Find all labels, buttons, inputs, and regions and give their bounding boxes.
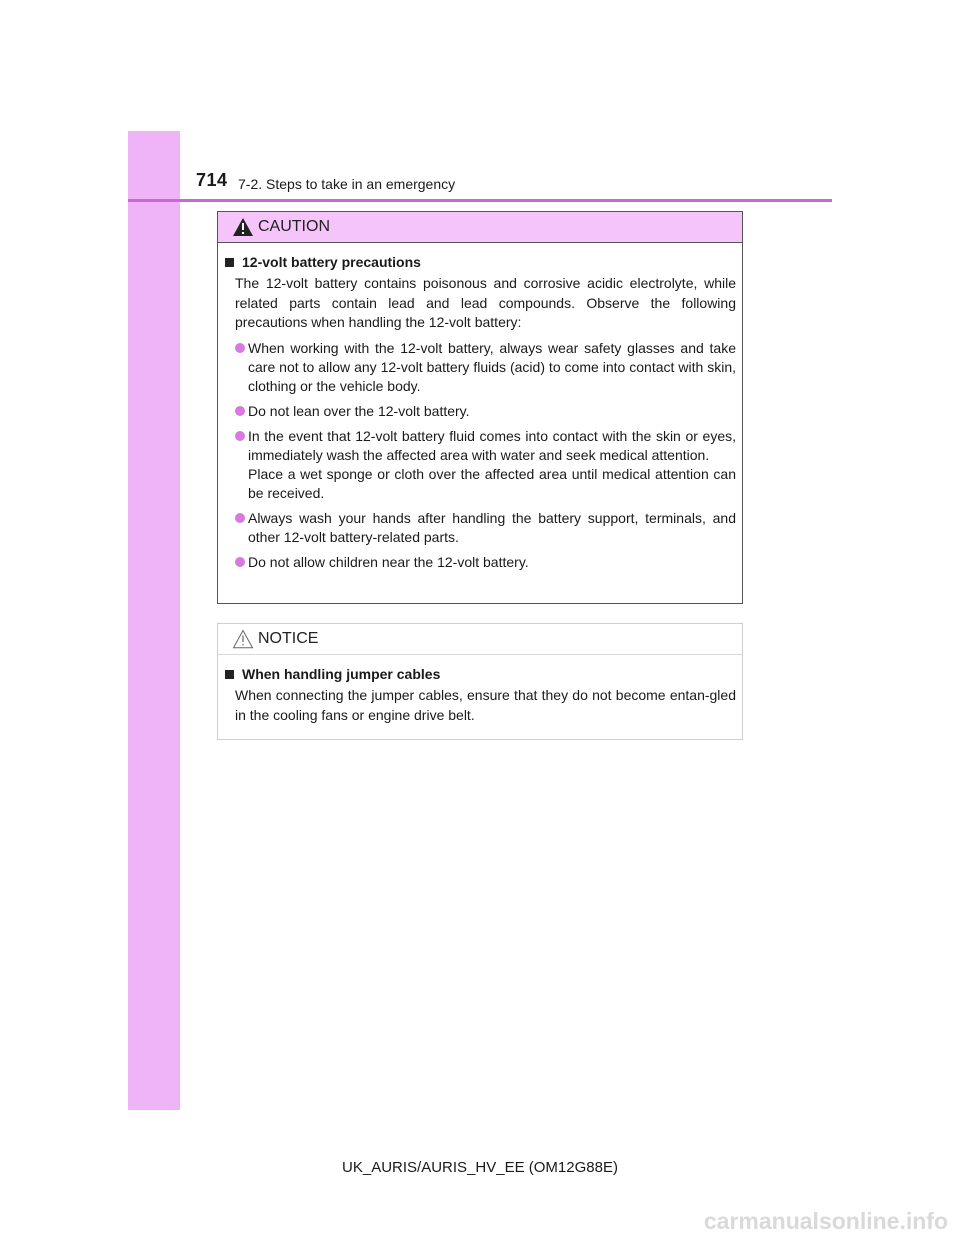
notice-body — [218, 655, 742, 725]
caution-bullet-3: In the event that 12-volt battery fluid comes into contact with the skin or eyes, immediately wash the affected area with water and seek medical attention. Place a wet sponge or cloth over the affected area until medical attention can be received. — [235, 427, 736, 503]
notice-item-title: When handling jumper cables — [224, 665, 736, 684]
caution-body — [218, 243, 742, 572]
watermark: carmanualsonline.info — [703, 1208, 948, 1234]
notice-text: When connecting the jumper cables, ensure that they do not become entan-gled in the cooling fans or engine drive belt. — [235, 687, 736, 723]
bullet-dot-icon — [235, 343, 245, 353]
caution-box — [217, 211, 743, 604]
notice-label: NOTICE — [258, 630, 319, 647]
caution-bullet-4: Always wash your hands after handling the battery support, terminals, and other 12-volt battery-related parts. — [235, 509, 736, 547]
caution-bullet-2: Do not lean over the 12-volt battery. — [235, 402, 736, 421]
caution-label: CAUTION — [258, 218, 330, 235]
notice-box — [217, 623, 743, 740]
caution-bullet-3-extra: Place a wet sponge or cloth over the affected area until medical attention can be received. — [248, 465, 736, 501]
warning-triangle-icon — [232, 217, 254, 237]
manual-code: UK_AURIS/AURIS_HV_EE (OM12G88E) — [342, 1159, 618, 1176]
bullet-dot-icon — [235, 513, 245, 523]
chapter-side-tab — [128, 131, 180, 1110]
bullet-dot-icon — [235, 557, 245, 567]
caution-item-title: 12-volt battery precautions — [224, 253, 736, 272]
caution-bullet-1: When working with the 12-volt battery, always wear safety glasses and take care not to allow any 12-volt battery fluids (acid) to come into contact with skin, clothing or the vehicle body. — [235, 339, 736, 396]
notice-header — [218, 624, 742, 655]
caution-intro: The 12-volt battery contains poisonous and corrosive acidic electrolyte, while related parts contain lead and lead compounds. Observe the following precautions when handling the 12-volt battery: — [235, 275, 736, 330]
page-number: 714 — [196, 170, 228, 190]
bullet-dot-icon — [235, 406, 245, 416]
header-rule — [128, 199, 832, 202]
bullet-dot-icon — [235, 431, 245, 441]
notice-triangle-icon — [232, 629, 254, 649]
caution-header — [218, 212, 742, 243]
section-title: 7-2. Steps to take in an emergency — [238, 176, 456, 192]
caution-bullet-5: Do not allow children near the 12-volt battery. — [235, 553, 736, 572]
